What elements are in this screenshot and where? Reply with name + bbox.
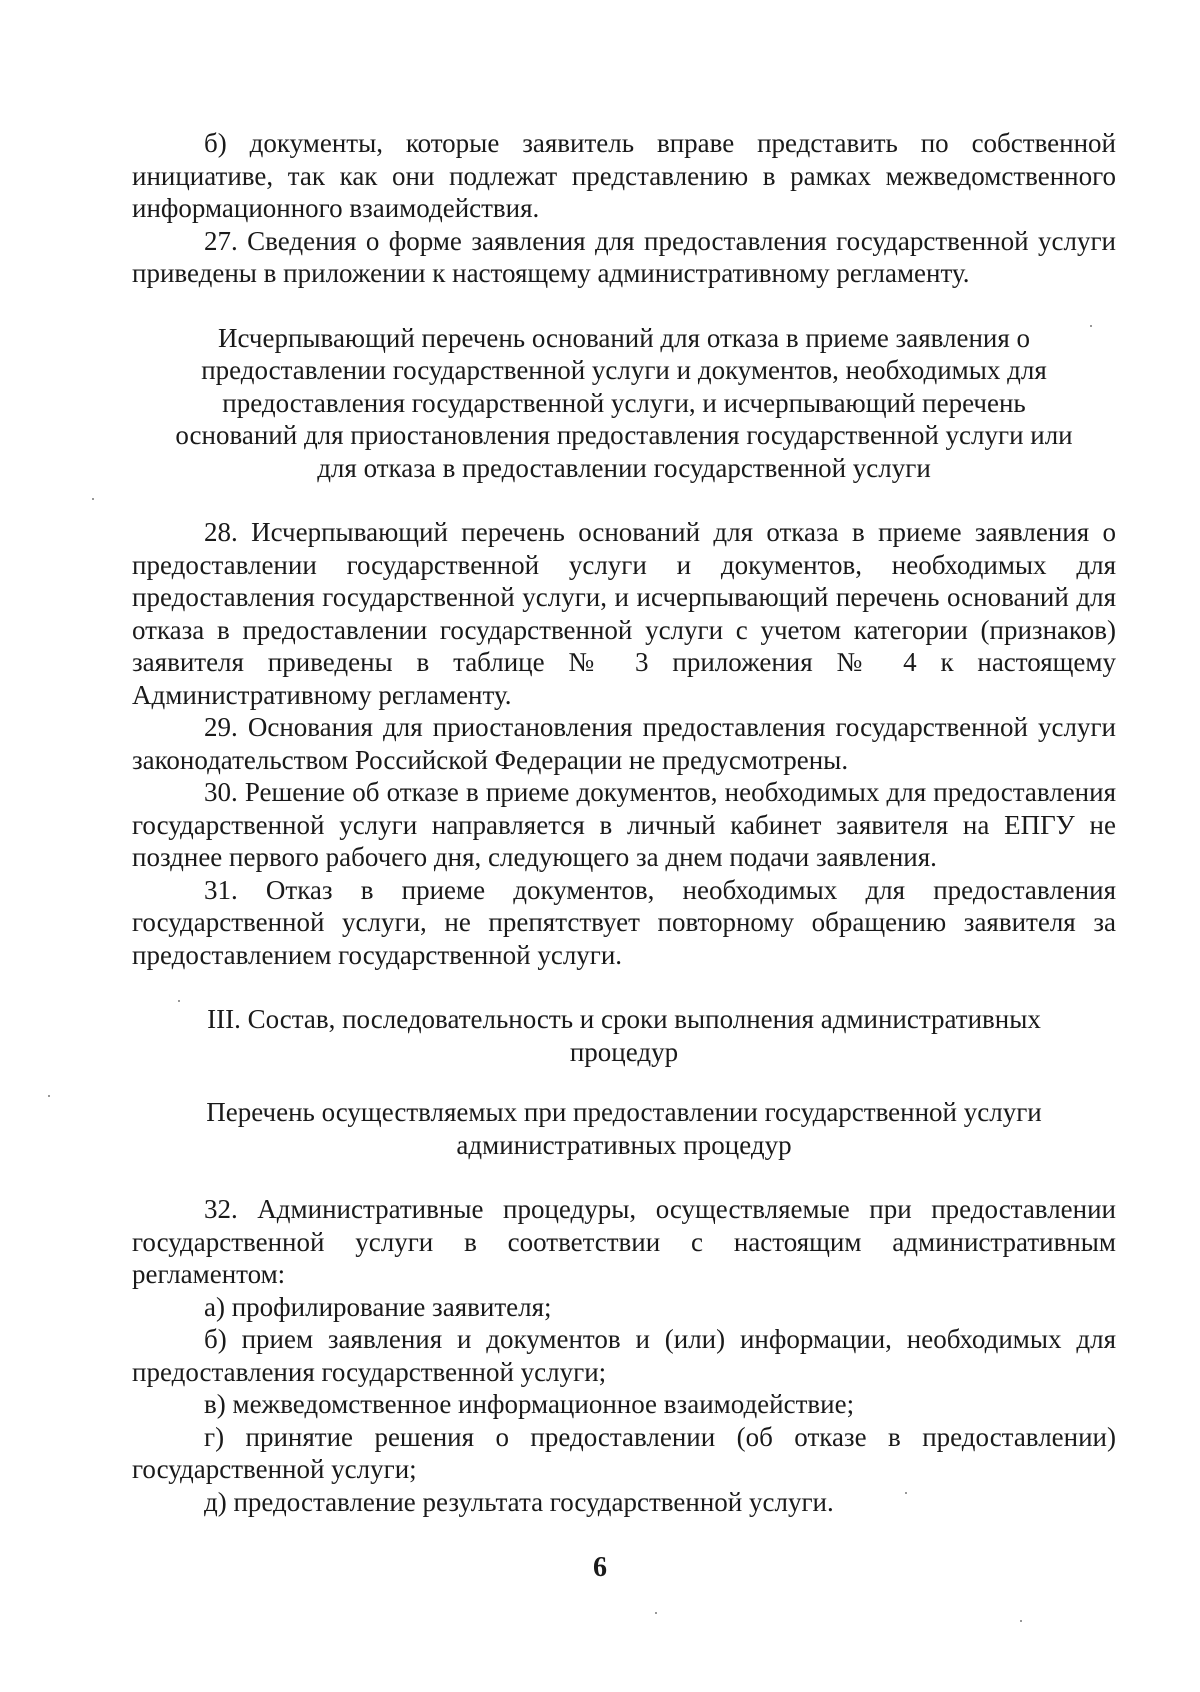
scan-speck: [178, 1000, 180, 1002]
paragraph-30: 30. Решение об отказе в приеме документов, необходимых для предоставления государственной услуги направляется в личный кабинет заявителя на ЕПГУ не позднее первого рабочего дня, следующего за днем подачи заявления.: [132, 777, 1116, 872]
section-title-iii: III. Состав, последовательность и сроки выполнения административных процедур: [207, 1004, 1041, 1067]
paragraph-32: 32. Административные процедуры, осуществляемые при предоставлении государственной услуги в соответствии с настоящим административным регламентом:: [132, 1194, 1116, 1289]
procedure-item-b: б) прием заявления и документов и (или) информации, необходимых для предоставления государственной услуги;: [132, 1324, 1116, 1387]
heading-refusal-grounds: Исчерпывающий перечень оснований для отказа в приеме заявления о предоставлении государственной услуги и документов, необходимых для предоставления государственной услуги, и исчерпывающий перечень оснований для приостановления предоставления государственной услуги или для отказа в предоставлении государственной услуги: [175, 322, 1073, 483]
scan-speck: [48, 1095, 50, 1097]
procedure-item-g: г) принятие решения о предоставлении (об отказе в предоставлении) государственной услуги;: [132, 1421, 1116, 1484]
spacer: [132, 1161, 1116, 1193]
paragraph-b-documents: б) документы, которые заявитель вправе представить по собственной инициативе, так как они подлежат представлению в рамках межведомственного информационного взаимодействия.: [132, 128, 1116, 223]
subsection-title-procedures: Перечень осуществляемых при предоставлении государственной услуги административных процедур: [206, 1097, 1042, 1160]
procedure-item-a: а) профилирование заявителя;: [204, 1291, 552, 1322]
scan-speck: [1020, 1620, 1022, 1622]
spacer: [132, 290, 1116, 322]
paragraph-28: 28. Исчерпывающий перечень оснований для отказа в приеме заявления о предоставлении государственной услуги и документов, необходимых для предоставления государственной услуги, и исчерпывающий перечень оснований для отказа в предоставлении государственной услуги с учетом категории (признаков) заявителя приведены в таблице № 3 приложения № 4 к настоящему Административному регламенту.: [132, 517, 1116, 710]
procedure-item-d: д) предоставление результата государственной услуги.: [204, 1486, 834, 1517]
scan-speck: [1090, 325, 1092, 327]
page-body: [132, 127, 1116, 1518]
scan-speck: [655, 1612, 657, 1614]
scan-speck: [905, 1492, 907, 1494]
spacer: [132, 1068, 1116, 1096]
paragraph-29: 29. Основания для приостановления предоставления государственной услуги законодательством Российской Федерации не предусмотрены.: [132, 712, 1116, 775]
scan-speck: [92, 498, 94, 500]
paragraph-31: 31. Отказ в приеме документов, необходимых для предоставления государственной услуги, не препятствует повторному обращению заявителя за предоставлением государственной услуги.: [132, 874, 1116, 970]
spacer: [132, 484, 1116, 516]
procedure-item-v: в) межведомственное информационное взаимодействие;: [204, 1389, 855, 1419]
page-number: 6: [593, 1552, 607, 1583]
spacer: [132, 971, 1116, 1003]
paragraph-27: 27. Сведения о форме заявления для предоставления государственной услуги приведены в приложении к настоящему административному регламенту.: [132, 225, 1116, 288]
